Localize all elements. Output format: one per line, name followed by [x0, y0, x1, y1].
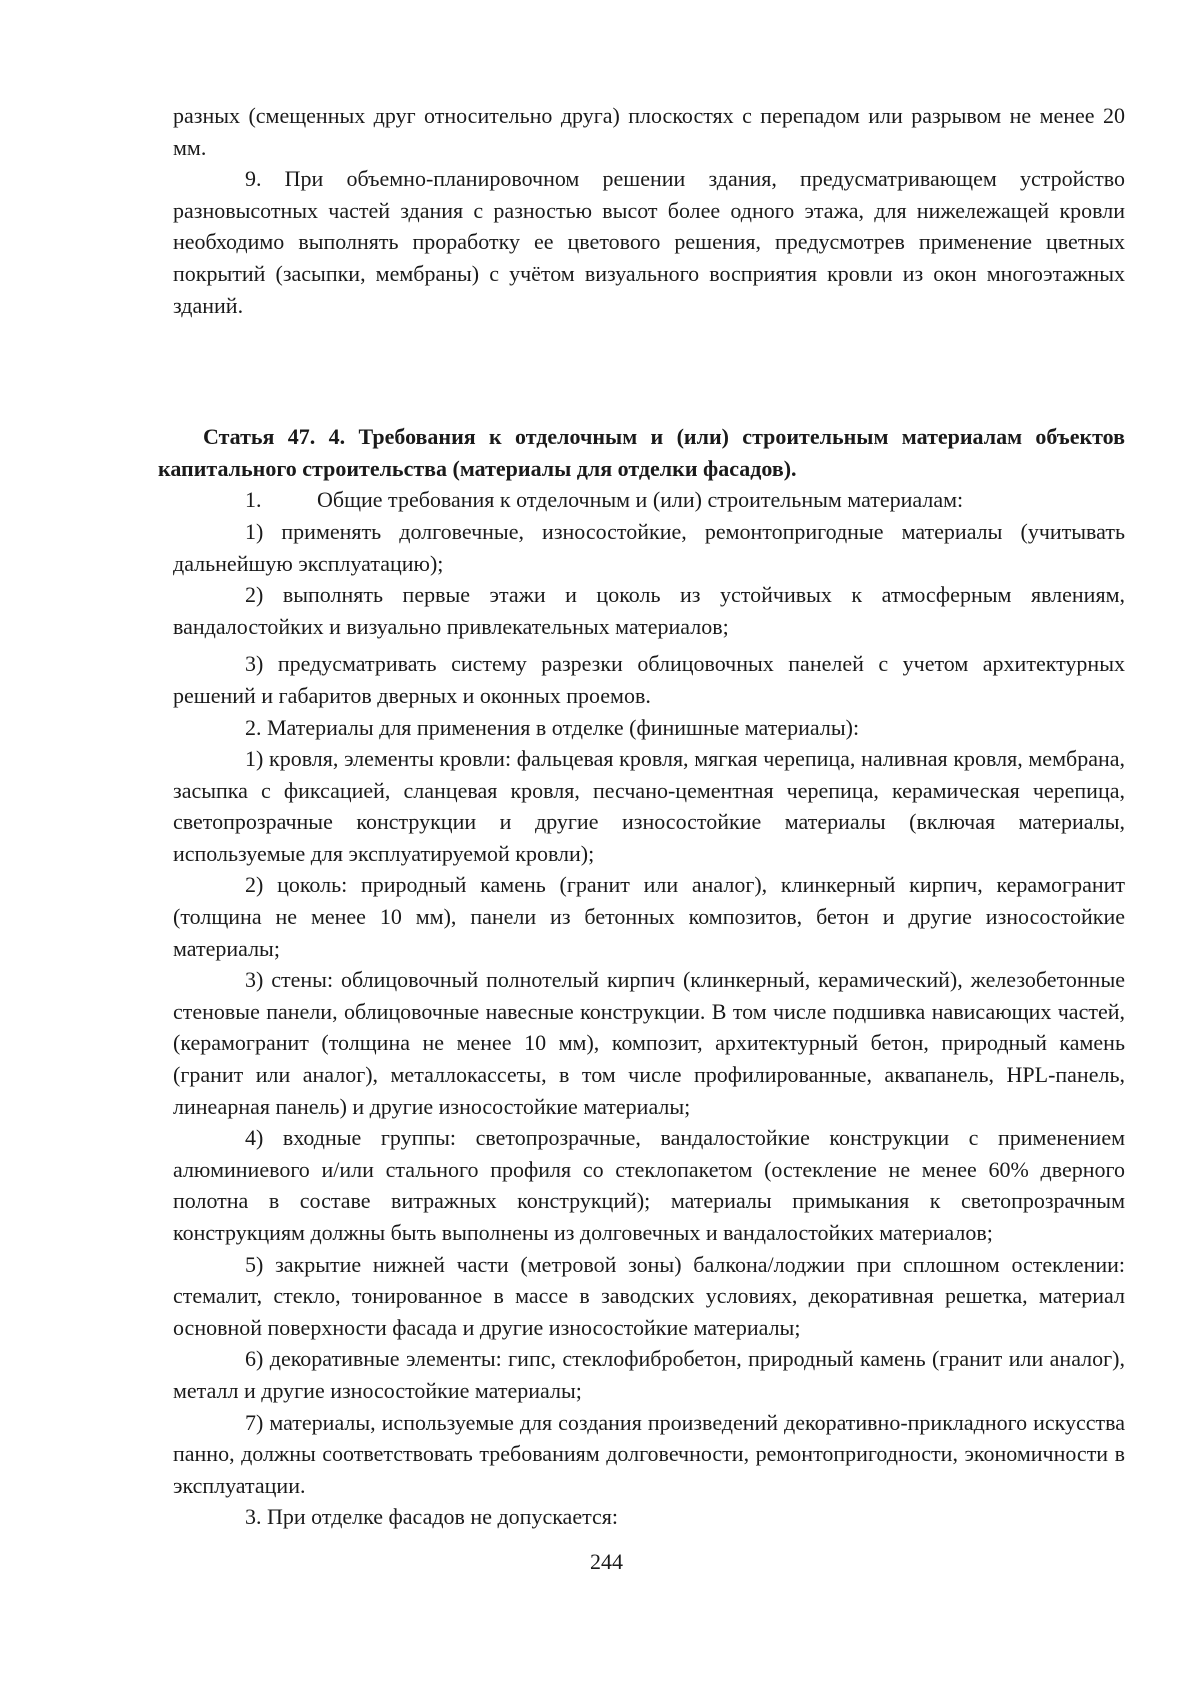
item-number: 1. — [245, 487, 262, 513]
section-gap — [173, 321, 1125, 421]
general-requirements-item — [173, 484, 1125, 516]
material-entrance: 4) входные группы: светопрозрачные, вандалостойкие конструкции с применением алюминиевого и/или стального профиля со стеклопакетом (остекление не менее 60% дверного полотна в составе витражных конструкций); материалы примыкания к светопрозрачным конструкциям должны быть выполнены из долговечных и вандалостойких материалов; — [173, 1125, 1125, 1245]
article-heading: Статья 47. 4. Требования к отделочным и (или) строительным материалам объектов капитального строительства (материалы для отделки фасадов). — [158, 424, 1125, 481]
material-art: 7) материалы, используемые для создания произведений декоративно-прикладного искусства панно, должны соответствовать требованиям долговечности, ремонтопригодности, экономичности в эксплуатации. — [173, 1409, 1125, 1498]
materials-heading: 2. Материалы для применения в отделке (финишные материалы): — [245, 714, 860, 740]
material-walls: 3) стены: облицовочный полнотелый кирпич (клинкерный, керамический), железобетонные стеновые панели, облицовочные навесные конструкции. В том числе подшивка нависающих частей, (керамогранит (толщина не менее 10 мм), композит, архитектурный бетон, природный камень (гранит или аналог), металлокассеты, в том числе профилированные, аквапанель, HPL-панель, линеарная панель) и другие износостойкие материалы; — [173, 967, 1125, 1119]
document-page — [158, 100, 1125, 1533]
facade-prohibitions-heading: 3. При отделке фасадов не допускается: — [245, 1504, 618, 1530]
page-number: 244 — [590, 1549, 623, 1574]
item-text: Общие требования к отделочным и (или) строительным материалам: — [317, 487, 964, 513]
material-balcony: 5) закрытие нижней части (метровой зоны) балкона/лоджии при сплошном остеклении: стемалит, стекло, тонированное в массе в заводских условиях, декоративная решетка, материал основной поверхности фасада и другие износостойкие материалы; — [173, 1251, 1125, 1340]
material-decorative: 6) декоративные элементы: гипс, стеклофибробетон, природный камень (гранит или аналог), металл и другие износостойкие материалы; — [173, 1346, 1125, 1403]
general-req-2: 2) выполнять первые этажи и цоколь из устойчивых к атмосферным явлениям, вандалостойких и визуально привлекательных материалов; — [173, 582, 1125, 639]
paragraph-item-9: 9. При объемно-планировочном решении здания, предусматривающем устройство разновысотных частей здания с разностью высот более одного этажа, для нижележащей кровли необходимо выполнять проработку ее цветового решения, предусмотрев применение цветных покрытий (засыпки, мембраны) с учётом визуального восприятия кровли из окон многоэтажных зданий. — [173, 166, 1125, 318]
general-req-1: 1) применять долговечные, износостойкие, ремонтопригодные материалы (учитывать дальнейшую эксплуатацию); — [173, 518, 1125, 576]
paragraph-continuation: разных (смещенных друг относительно друга) плоскостях с перепадом или разрывом не менее 20 мм. — [173, 103, 1125, 160]
material-plinth: 2) цоколь: природный камень (гранит или аналог), клинкерный кирпич, керамогранит (толщина не менее 10 мм), панели из бетонных композитов, бетон и другие износостойкие материалы; — [173, 872, 1125, 961]
general-req-3: 3) предусматривать систему разрезки облицовочных панелей с учетом архитектурных решений и габаритов дверных и оконных проемов. — [173, 651, 1125, 708]
material-roof: 1) кровля, элементы кровли: фальцевая кровля, мягкая черепица, наливная кровля, мембрана, засыпка с фиксацией, сланцевая кровля, песчано-цементная черепица, керамическая черепица, светопрозрачные конструкции и другие износостойкие материалы (включая материалы, используемые для эксплуатируемой кровли); — [173, 746, 1125, 866]
